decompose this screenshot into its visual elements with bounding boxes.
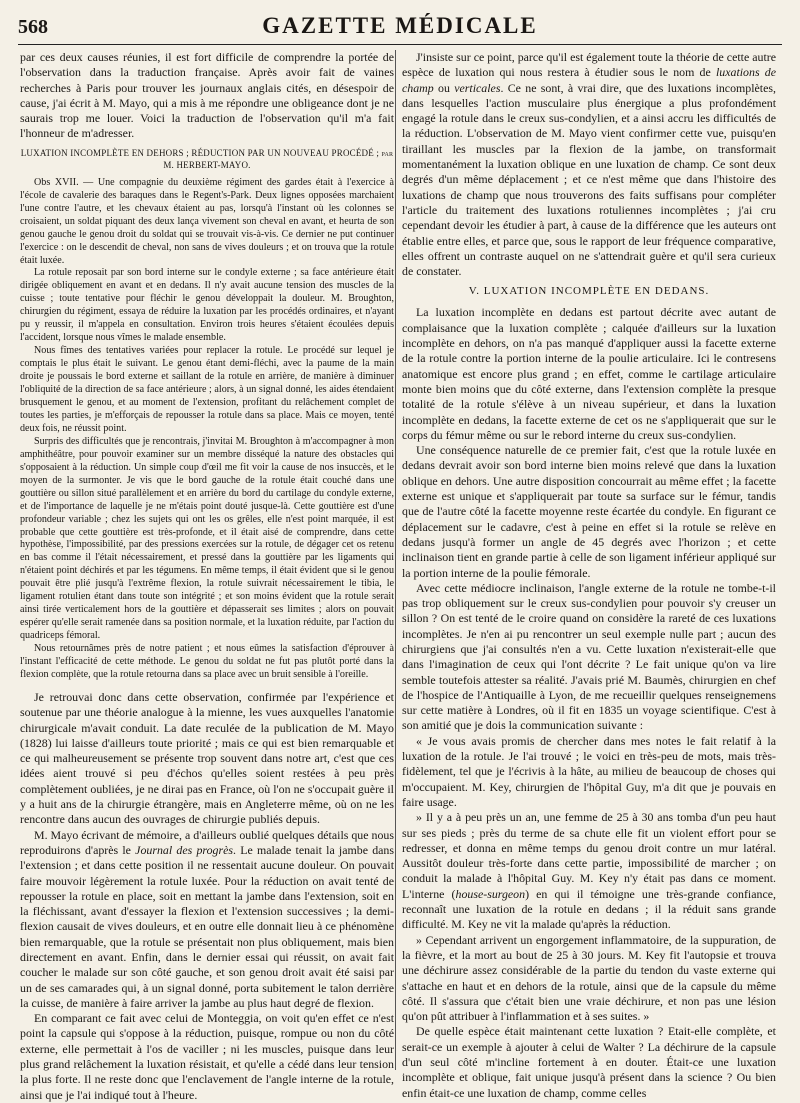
paragraph: Avec cette médiocre inclinaison, l'angle externe de la rotule ne tombe-t-il pas trop obliquement sur le creux sus-condylien pour pouvoir s'y creuser un sillon ? On est tenté de le croire quand on considère la rareté de ces luxations incomplètes. Je n'en ai pu rencontrer un seul exemple nulle part ; aucun des chirurgiens que j'ai consultés n'en a vu. Cette luxation n'existerait-elle que dans l'imagination de ceux qui l'ont décrite ? Le fait unique qu'on va lire semble toutefois attester sa réalité. J'avais prié M. Baumès, chirurgien en chef de l'hospice de l'Antiquaille à Lyon, de me recueillir quelques renseignemens sur cette matière à Londres, où il fit en 1835 un voyage scientifique. C'est à son amitié que je dois la communication suivante : bbox=[402, 580, 776, 733]
paragraph: La luxation incomplète en dedans est partout décrite avec autant de complaisance que la luxation complète ; calquée d'ailleurs sur la luxation incomplète en dehors, on n'a pas manqué d'appliquer aussi la facette externe de la rotule contre la portion interne de la poulie articulaire. Ici le contresens anatomique est encore plus grand ; en effet, comme le cartilage articulaire monte bien moins que du côté externe, dans l'extension complète la presque totalité de la rotule s'élève à un niveau supérieur, et dans la luxation incomplète en dedans, la facette externe de cet os ne s'appliquerait que sur le corps du fémur même ou sur le rebord interne du creux sus-condylien. bbox=[402, 305, 776, 442]
observation-paragraph: Surpris des difficultés que je rencontrais, j'invitai M. Broughton à m'accompagner à mon amphithéâtre, pour pouvoir examiner sur un membre disséqué la nature des obstacles qui s'opposaient à la réduction. Un simple coup d'œil me fit voir la cause de nos insuccès, et le moyen de la surmonter. Je vis que le bord gauche de la rotule était couché dans une gouttière ou sillon situé parallèlement et en arrière du bord du cartilage du condyle externe, et de l'importance de laquelle je ne m'étais point douté jusque-là. Cette gouttière est d'une profondeur variable ; chez les sujets qui ont les os grêles, elle n'est point marquée, il est probable que cette gouttière est très-profonde, et il était aisé de comprendre, dans cette hypothèse, l'impossibilité, par des pressions exercées sur la rotule, de dégager cet os retenu en bas comme il l'était nécessairement, et pressé dans la gouttière par les ligaments qui n'étaient point déchirés et par les tégumens. En même temps, il était évident que si le genou pouvait être plié jusqu'à l'extrême flexion, la rotule suivrait nécessairement le tibia, le ligament rotulien étant dans toute son intégrité ; et son moins évident que la rotule serait ainsi tirée verticalement hors de la gouttière et dépasserait ses limites ; alors on pouvait espérer qu'elle serait ramenée dans sa position normale, et la luxation réduite, par l'action du quadriceps fémoral. bbox=[20, 435, 394, 642]
observation-paragraph: Obs XVII. — Une compagnie du deuxième régiment des gardes était à l'exercice à l'école de cavalerie des baraques dans le Regent's-Park. Deux lignes opposées marchaient l'une contre l'autre, et les chevaux étaient au pas, lorsqu'à l'instant où les colonnes se croisaient, un soldat piquant des deux lança vivement son cheval en avant, et heurta de son genou gauche le genou droit du soldat qui se trouvait vis-à-vis. Ce dernier ne put continuer l'exercice : on le descendit de cheval, non sans de vives douleurs ; et on trouva que la rotule était luxée. bbox=[20, 176, 394, 266]
page-header bbox=[18, 8, 782, 44]
section-title: LUXATION INCOMPLÈTE EN DEHORS ; RÉDUCTION PAR UN NOUVEAU PROCÉDÉ ; par M. HERBERT-MAYO. bbox=[20, 147, 394, 170]
column-divider bbox=[395, 50, 396, 1070]
quote-paragraph: « Je vous avais promis de chercher dans mes notes le fait relatif à la luxation de la rotule. Je l'ai trouvé ; le voici en très-peu de mots, mais très-fidèlement, tel que je l'écrivis à la hâte, au milieu de beaucoup de choses qui m'occupaient. M. Key, chirurgien de l'hôpital Guy, m'a dit que je pouvais en faire usage. bbox=[402, 733, 776, 809]
journal-title: GAZETTE MÉDICALE bbox=[262, 13, 538, 38]
left-column bbox=[20, 50, 395, 1102]
paragraph: Une conséquence naturelle de ce premier fait, c'est que la rotule luxée en dedans devrait avoir son bord interne bien moins relevé que dans la luxation oblique en dehors. Une autre disposition concourrait au même effet ; la facette externe est unique et s'appliquerait par toute sa surface sur le fémur, tandis que de l'autre côté la facette moyenne reste écartée du condyle. En figurant ce déplacement sur le cadavre, c'est à peine en effet si la rotule se relève en dedans jusqu'à former un angle de 45 degrés avec l'horizon ; et cette inclinaison tient en grande partie à celle de son ligament inférieur appliqué sur la portion interne de la poulie fémorale. bbox=[402, 443, 776, 580]
observation-paragraph: Nous retournâmes près de notre patient ; et nous eûmes la satisfaction d'éprouver à l'instant l'efficacité de cette méthode. Le genou du soldat ne fut pas plutôt porté dans la flexion complète, que la rotule retourna dans sa place avec un bruit sensible à l'oreille. bbox=[20, 643, 394, 680]
header-rule bbox=[18, 44, 782, 45]
paragraph: Je retrouvai donc dans cette observation, confirmée par l'expérience et soutenue par une théorie analogue à la mienne, les vues auxquelles l'anatomie chirurgicale m'avait conduit. La date reculée de la publication de M. Mayo (1828) lui laisse d'ailleurs toute priorité ; mais ce qui est bien remarquable et ce qui malheureusement se présente trop souvent dans notre art, c'est que ces idées aient trouvé si peu d'échos qu'elles soient restées à peu près complètement oubliées, je ne dirai pas en France, où l'on ne s'occupait guère il y a huit ans de la chirurgie étrangère, mais en Angleterre même, où on ne les rencontre dans aucun des ouvrages de chirurgie publiés depuis. bbox=[20, 689, 394, 827]
right-column bbox=[402, 50, 776, 1100]
page-number: 568 bbox=[18, 16, 48, 38]
observation-paragraph: Nous fîmes des tentatives variées pour replacer la rotule. Le procédé sur lequel je comptais le plus était le suivant. Le genou étant demi-fléchi, avec la paume de la main droite je poussais le bord externe et saillant de la rotule en arrière, de manière à diminuer l'obliquité de la direction de sa face antérieure ; alors, à un signal donné, les aides étendaient brusquement le genou, et au moment de l'extension, profitant du relâchement complet de toutes les parties, je m'efforçais de repousser la rotule dans sa place. Mais ce moyen, tenté deux fois, ne réussit point. bbox=[20, 345, 394, 434]
paragraph: par ces deux causes réunies, il est fort difficile de comprendre la portée de l'observation dans la traduction française. Après avoir fait de vaines recherches à Paris pour trouver les journaux anglais cités, en désespoir de cause, j'ai écrit à M. Mayo, qui a mis à me répondre une obligeance dont je ne saurais trop me louer. Voici la traduction de l'observation qu'il m'a fait l'honneur de m'adresser. bbox=[20, 50, 394, 141]
paragraph: J'insiste sur ce point, parce qu'il est également toute la théorie de cette autre espèce de luxation qui nous restera à étudier sous le nom de luxations de champ ou verticales. Ce ne sont, à vrai dire, que des luxations incomplètes, dans lesquelles l'action musculaire plus énergique a plus profondément engagé la rotule dans le creux sus-condylien, et a ainsi accru les difficultés de la réduction. L'observation de M. Mayo vient confirmer cette vue, puisqu'en tiraillant les muscles par la flexion de la jambe, on transformait momentanément la luxation oblique en une luxation de champ. Ce sont deux degrés d'un même déplacement ; et ce n'est même que dans l'histoire des luxations de champ que nous trouverons des faits suffisans pour compléter l'article du traitement des luxations rotuliennes incomplètes ; j'ai cru cependant devoir les étudier à part, à cause de la différence que les auteurs ont établie entre elles, et parce que, sous le rapport de leur fréquence comparative, elles offrent un contraste auquel on ne s'attendrait guère et qu'il sera curieux de constater. bbox=[402, 50, 776, 279]
section-heading: V. LUXATION INCOMPLÈTE EN DEDANS. bbox=[468, 285, 710, 298]
quote-paragraph: » Il y a à peu près un an, une femme de 25 à 30 ans tomba d'un peu haut sur ses pieds ; près du terme de sa chute elle fit un violent effort pour se redresser, et donna en même temps du genou droit contre un mur latéral. Aussitôt douleur très-forte dans cette partie, impossibilité de marcher ; on conduit la malade à l'hôpital Guy. M. Key n'y était pas dans ce moment. L'interne (house-surgeon) en qui il témoigne une très-grande confiance, reconnaît une luxation de la rotule en dedans ; il la réduit sans grande difficulté. M. Key ne vit la malade qu'après la réduction. bbox=[402, 810, 776, 932]
paragraph: De quelle espèce était maintenant cette luxation ? Etait-elle complète, et serait-ce un exemple à ajouter à celui de Walter ? La déchirure de la capsule d'un seul côté m'incline fortement à en douter. Était-ce une luxation incomplète et oblique, fait unique jusqu'à présent dans la science ? Ou bien enfin était-ce une luxation de champ, comme celles bbox=[402, 1024, 776, 1100]
observation-paragraph: La rotule reposait par son bord interne sur le condyle externe ; sa face antérieure était dirigée obliquement en avant et en dedans. Il n'y avait aucune tension des muscles de la cuisse ; toute tentative pour fléchir le genou développait la douleur. M. Broughton, chirurgien du régiment, essaya de réduire la luxation par les procédés ordinaires, et n'ayant pu y reussir, il m'appela en consultation. Environ trois heures s'étaient écoulées depuis l'accident, lorsque nous vîmes le malade ensemble. bbox=[20, 267, 394, 344]
journal-name: Journal des progrès bbox=[135, 842, 234, 857]
paragraph: M. Mayo écrivant de mémoire, a d'ailleurs oublié quelques détails que nous reproduirons d'après le Journal des progrès. Le malade tenait la jambe dans l'extension ; et dans cette position il ne ressentait aucune douleur. On pouvait faire mouvoir légèrement la rotule luxée. Pour la réduction on avait tenté de repousser la rotule en place, soit en mettant la jambe dans l'extension, soit en la fléchissant, avant d'essayer la flexion et l'extension successives ; la demi-flexion causait de vives douleurs, et en outre elle donnait lieu à ce phénomène bien remarquable, que la rotule se présentait non plus obliquement, mais bien directement en avant. Enfin, dans le dernier essai qui réussit, on avait fait coucher le malade sur son côté gauche, et son genou droit avait été saisi par un de ses camarades qui, à un signal donné, porta subitement le talon derrière la cuisse, de manière à faire arriver la jambe au plus haut degré de flexion. bbox=[20, 827, 395, 1010]
quote-paragraph: » Cependant arrivent un engorgement inflammatoire, de la suppuration, de la fièvre, et la mort au bout de 25 à 30 jours. M. Key fit l'autopsie et trouva une déchirure assez considérable de la partie du tendon du vaste externe qui s'attache en haut et en dehors de la rotule, ainsi que de la capsule du même côté. Il s'assura que c'était bien une vraie déchirure, et non pas une lésion qu'on pût attribuer à l'inflammation et à ses suites. » bbox=[402, 932, 776, 1024]
paragraph: En comparant ce fait avec celui de Monteggia, on voit qu'en effet ce n'est point la capsule qui s'oppose à la réduction, puisque, rompue ou non du côté externe, elle permettait à l'os de vaciller ; ni les muscles, puisque dans leur plus grand relâchement la luxation résistait, et qu'elle a cédé dans leur tension la plus forte. Il ne reste donc que l'enclavement de l'angle interne de la rotule, ainsi que je l'ai indiqué tout à l'heure. bbox=[20, 1011, 394, 1102]
